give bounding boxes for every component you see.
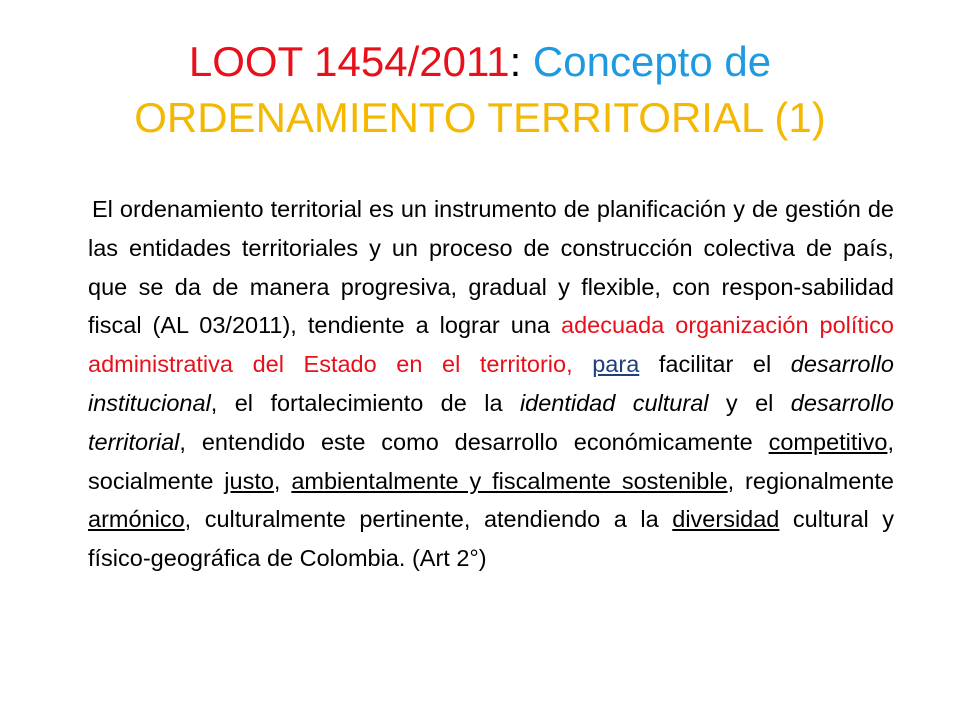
text-segment: facilitar el [639, 351, 791, 378]
text-segment: , el fortalecimiento de la [210, 389, 520, 416]
underlined-armonico: armónico [88, 506, 185, 533]
italic-term-territorial: desarrollo territorial [88, 389, 894, 455]
italic-term-institucional: desarrollo institucional [88, 351, 894, 416]
slide-title [60, 34, 900, 146]
text-segment: , entendido este como desarrollo económicamente [179, 428, 769, 455]
text-segment: El ordenamiento territorial es un instrumento de planificación y de gestión de las entidades territoriales y un proceso de construcción colectiva de país, que se da de manera progresiva, gradual y flexible, con respon-sabilidad fiscal (AL 03/2011), tendiente a lograr una [88, 196, 894, 339]
text-segment: y el [708, 389, 791, 416]
underlined-sostenible: ambientalmente y fiscalmente sostenible [291, 467, 728, 494]
underlined-justo: justo [224, 467, 274, 494]
title-concept: Concepto de [532, 38, 772, 85]
definition-paragraph [88, 190, 894, 578]
text-segment: , culturalmente pertinente, atendiendo a la [184, 506, 673, 533]
text-segment: , socialmente [88, 428, 894, 494]
para-link[interactable]: para [592, 351, 640, 378]
text-segment: , regionalmente [727, 467, 894, 494]
title-topic: ORDENAMIENTO TERRITORIAL (1) [134, 94, 826, 141]
underlined-diversidad: diversidad [672, 506, 780, 533]
italic-term-identidad: identidad cultural [519, 389, 709, 416]
text-space [573, 351, 593, 377]
text-segment: cultural y físico-geográfica de Colombia. (Art 2°) [88, 506, 894, 572]
title-colon: : [509, 38, 522, 85]
underlined-competitivo: competitivo [768, 428, 888, 455]
text-segment: , [273, 467, 292, 494]
title-law-reference: LOOT 1454/2011 [188, 38, 510, 85]
highlighted-phrase: adecuada organización político administrativa del Estado en el territorio, [88, 312, 894, 378]
